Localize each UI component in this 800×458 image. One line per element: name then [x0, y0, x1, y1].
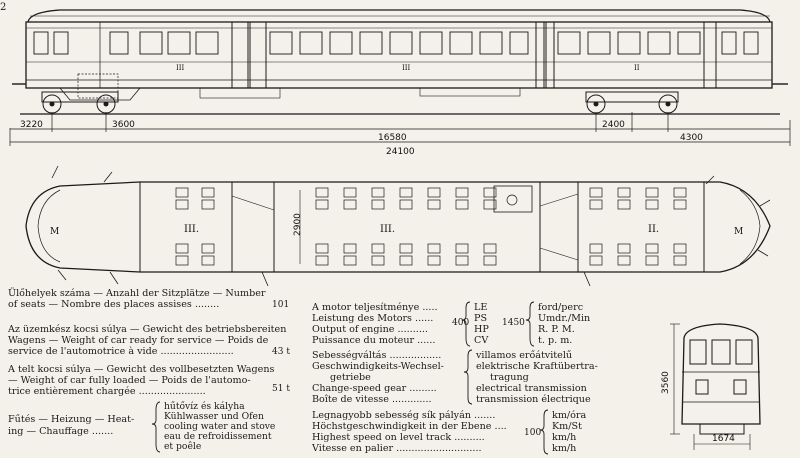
seat — [590, 200, 602, 209]
seat — [316, 244, 328, 253]
seat — [176, 200, 188, 209]
plan-label-class-left: III. — [184, 224, 200, 235]
seat — [618, 244, 630, 253]
spec-line: Legnagyobb sebesség sík pályán ....... — [312, 410, 496, 421]
side-class-label: III — [402, 64, 411, 72]
spec-unit: Umdr./Min — [538, 313, 591, 324]
seat — [456, 188, 468, 197]
seat — [372, 244, 384, 253]
side-class-label: II — [634, 64, 640, 72]
spec-line: A motor teljesítménye ..... — [312, 302, 438, 313]
seat — [456, 256, 468, 265]
spec-line: Change-speed gear ......... — [312, 383, 437, 394]
seat — [428, 244, 440, 253]
seat — [202, 188, 214, 197]
seat — [176, 188, 188, 197]
spec-unit: km/h — [552, 443, 577, 454]
seat — [484, 256, 496, 265]
seat — [428, 256, 440, 265]
spec-value-line: tragung — [490, 372, 529, 383]
seat — [202, 256, 214, 265]
seat — [428, 200, 440, 209]
seat — [646, 188, 658, 197]
seat-layout — [176, 188, 686, 265]
plan-label-class-right: II. — [648, 224, 660, 235]
spec-unit: t. p. m. — [538, 335, 573, 346]
spec-value-line: electrical transmission — [476, 383, 587, 394]
page-corner-mark: 2 — [0, 2, 7, 13]
spec-unit: km/h — [552, 432, 577, 443]
spec-line: Output of engine .......... — [312, 324, 428, 335]
seat — [590, 256, 602, 265]
spec-unit: ford/perc — [538, 302, 584, 313]
spec-unit: PS — [474, 313, 488, 324]
spec-line: Geschwindigkeits-Wechsel- — [312, 361, 444, 372]
seat — [618, 188, 630, 197]
seat — [456, 200, 468, 209]
spec-rpm-value: 1450 — [502, 318, 525, 328]
spec-line: A telt kocsi súlya — Gewicht des vollbesetzten Wagens — [8, 364, 275, 375]
plan-width-dim: 2900 — [293, 213, 303, 236]
seat — [646, 200, 658, 209]
seat — [344, 244, 356, 253]
spec-value-line: et poêle — [164, 441, 202, 452]
plan-label-class-mid: III. — [380, 224, 396, 235]
spec-value-line: eau de refroidissement — [164, 431, 272, 442]
seat — [400, 244, 412, 253]
plan-label-m-left: M — [50, 227, 60, 237]
spec-line: Sebességváltás ................. — [312, 350, 442, 361]
seat — [344, 200, 356, 209]
seat — [590, 244, 602, 253]
seat — [344, 188, 356, 197]
seat — [618, 256, 630, 265]
front-view — [670, 324, 760, 450]
spec-value: 43 t — [272, 347, 290, 357]
spec-value-line: cooling water and stove — [164, 421, 276, 432]
spec-line: Höchstgeschwindigkeit in der Ebene .... — [312, 421, 507, 432]
seat — [674, 200, 686, 209]
spec-line: Wagens — Weight of car ready for service — Poids de — [8, 335, 269, 346]
spec-unit: Km/St — [552, 421, 582, 432]
dim-24100: 24100 — [386, 147, 415, 157]
spec-unit: R. P. M. — [538, 324, 575, 335]
spec-unit: CV — [474, 335, 489, 346]
spec-line: trice entièrement chargée ...................... — [8, 386, 206, 397]
spec-value-line: elektrische Kraftübertra- — [476, 361, 598, 372]
seat — [674, 244, 686, 253]
spec-value-line: hűtővíz és kályha — [164, 401, 245, 412]
seat — [176, 244, 188, 253]
spec-value: 101 — [272, 300, 290, 310]
spec-unit: LE — [474, 302, 488, 313]
spec-value: 400 — [452, 318, 470, 328]
spec-line: Puissance du moteur ...... — [312, 335, 436, 346]
front-gauge-dim: 1674 — [712, 434, 735, 444]
seat — [372, 256, 384, 265]
seat — [646, 256, 658, 265]
spec-line: getriebe — [330, 372, 371, 383]
seat — [484, 244, 496, 253]
spec-line: Leistung des Motors ...... — [312, 313, 434, 324]
seat — [372, 200, 384, 209]
seat — [202, 200, 214, 209]
seat — [344, 256, 356, 265]
seat — [590, 188, 602, 197]
seat — [316, 200, 328, 209]
spec-line: Fűtés — Heizung — Heat- — [8, 414, 135, 425]
seat — [400, 200, 412, 209]
plan-label-m-right: M — [734, 227, 744, 237]
seat — [428, 188, 440, 197]
seat — [176, 256, 188, 265]
spec-line: Boîte de vitesse ............. — [312, 394, 432, 405]
spec-line: Vitesse en palier ............................ — [312, 443, 482, 454]
dim-3600: 3600 — [112, 120, 135, 130]
spec-line: — Weight of car fully loaded — Poids de l'automo- — [8, 375, 251, 386]
spec-value: 51 t — [272, 384, 290, 394]
seat — [372, 188, 384, 197]
spec-line: service de l'automotrice à vide ........................ — [8, 346, 234, 357]
seat — [400, 188, 412, 197]
seat — [400, 256, 412, 265]
spec-line: of seats — Nombre des places assises ........ — [8, 299, 220, 310]
dim-2400: 2400 — [602, 120, 625, 130]
seat — [316, 188, 328, 197]
seat — [202, 244, 214, 253]
spec-value-line: transmission électrique — [476, 394, 591, 405]
spec-line: ing — Chauffage ....... — [8, 426, 114, 437]
seat — [646, 244, 658, 253]
plan-arrows — [52, 166, 770, 286]
spec-line: Highest speed on level track .......... — [312, 432, 485, 443]
spec-value: 100 — [524, 428, 542, 438]
dim-16580: 16580 — [378, 133, 407, 143]
dim-4300: 4300 — [680, 133, 703, 143]
seat — [618, 200, 630, 209]
dim-3220: 3220 — [20, 120, 43, 130]
seat — [674, 188, 686, 197]
spec-unit: HP — [474, 324, 489, 335]
seat — [456, 244, 468, 253]
seat — [674, 256, 686, 265]
spec-value-line: Kühlwasser und Ofen — [164, 411, 264, 422]
spec-unit: km/óra — [552, 410, 587, 421]
spec-value-line: villamos erőátvitelű — [476, 350, 573, 361]
front-height-dim: 3560 — [661, 371, 671, 394]
seat — [316, 256, 328, 265]
side-class-label: III — [176, 64, 185, 72]
spec-line: Az üzemkész kocsi súlya — Gewicht des betriebsbereiten — [8, 324, 287, 335]
spec-line: Ülőhelyek száma — Anzahl der Sitzplätze — Number — [8, 288, 266, 299]
